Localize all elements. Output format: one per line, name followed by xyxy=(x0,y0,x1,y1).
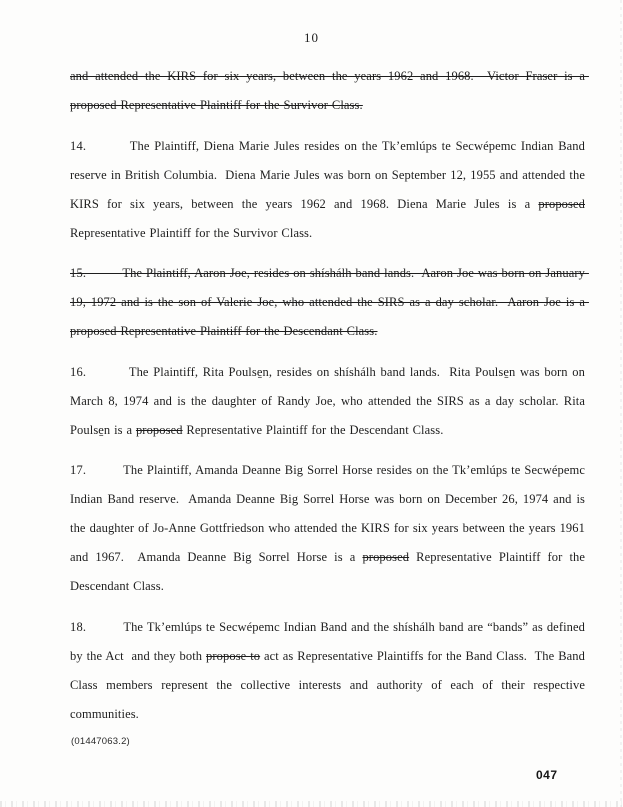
struck-paragraph-text xyxy=(70,266,589,338)
paragraph-15 xyxy=(70,259,589,346)
paragraph-number: 16. xyxy=(70,364,129,379)
text-run: The Plaintiff, Diena Marie Jules resides on the Tk’emlúps te Secwépemc Indian Band reserve in British Columbia. Diena Marie Jules was born on September 12, 1955 and attended the KIRS for six years, between the years 1962 and 1968. Diena Marie Jules is a xyxy=(70,138,589,211)
paragraph-number: 15. xyxy=(70,266,123,280)
paragraph-text xyxy=(70,463,589,593)
paragraph-number: 18. xyxy=(70,619,124,634)
text-run: Representative Plaintiff for the Descendant Class. xyxy=(70,550,589,593)
paragraph-14 xyxy=(70,132,589,248)
struck-text: proposed xyxy=(135,422,183,437)
paragraph-text xyxy=(70,620,589,721)
text-run: The Plaintiff, Rita Poulse̱n, resides on shíshálh band lands. Rita Poulse̱n was born on March 8, 1974 and is the daughter of Randy Joe, who attended the SIRS as a day scholar. Rita Poulse̱n is a xyxy=(70,364,589,437)
page-number: 10 xyxy=(304,30,319,45)
bates-number: 047 xyxy=(536,768,558,782)
paragraph-18 xyxy=(70,613,589,729)
text-run: Representative Plaintiff for the Survivor Class. xyxy=(70,196,589,240)
struck-text: The Plaintiff, Aaron Joe, resides on shíshálh band lands. Aaron Joe was born on January 19, 1972 and is the son of Valerie Joe, who attended the SIRS as a day scholar. Aaron Joe is a proposed Representative Plaintiff for the Descendant Class. xyxy=(70,266,589,338)
struck-paragraph-text xyxy=(70,69,589,112)
struck-text: proposed xyxy=(538,196,585,211)
paragraph-16 xyxy=(70,358,589,445)
struck-text: and attended the KIRS for six years, between the years 1962 and 1968. Victor Fraser is a proposed Representative Plaintiff for the Survivor Class. xyxy=(70,69,589,112)
paragraph-number: 14. xyxy=(70,138,130,153)
document-body xyxy=(70,62,589,740)
paragraph-number: 17. xyxy=(70,463,124,477)
scan-artifact-bottom-edge xyxy=(0,801,623,807)
text-run: The Plaintiff, Amanda Deanne Big Sorrel Horse resides on the Tk’emlúps te Secwépemc Indian Band reserve. Amanda Deanne Big Sorrel Horse was born on December 26, 1974 and is the daughter of Jo-Anne Gottfriedson who attended the KIRS for six years between the years 1961 and 1967. Amanda Deanne Big Sorrel Horse is a xyxy=(70,463,589,564)
text-run: act as Representative Plaintiffs for the Band Class. The Band Class members represent the collective interests and authority of each of their respective communities. xyxy=(70,648,589,721)
paragraph-text xyxy=(70,139,589,240)
file-number-stamp: (01447063.2) xyxy=(71,736,130,747)
struck-text: propose to xyxy=(206,648,261,663)
paragraph-text xyxy=(70,365,589,437)
paragraph-17 xyxy=(70,456,589,601)
text-run: Representative Plaintiff for the Descendant Class. xyxy=(182,422,444,437)
paragraph-continuation xyxy=(70,62,589,120)
struck-text: proposed xyxy=(362,550,410,564)
text-run: The Tk’emlúps te Secwépemc Indian Band and the shíshálh band are “bands” as defined by the Act and they both xyxy=(70,619,589,663)
scan-artifact-right-edge xyxy=(620,0,622,807)
